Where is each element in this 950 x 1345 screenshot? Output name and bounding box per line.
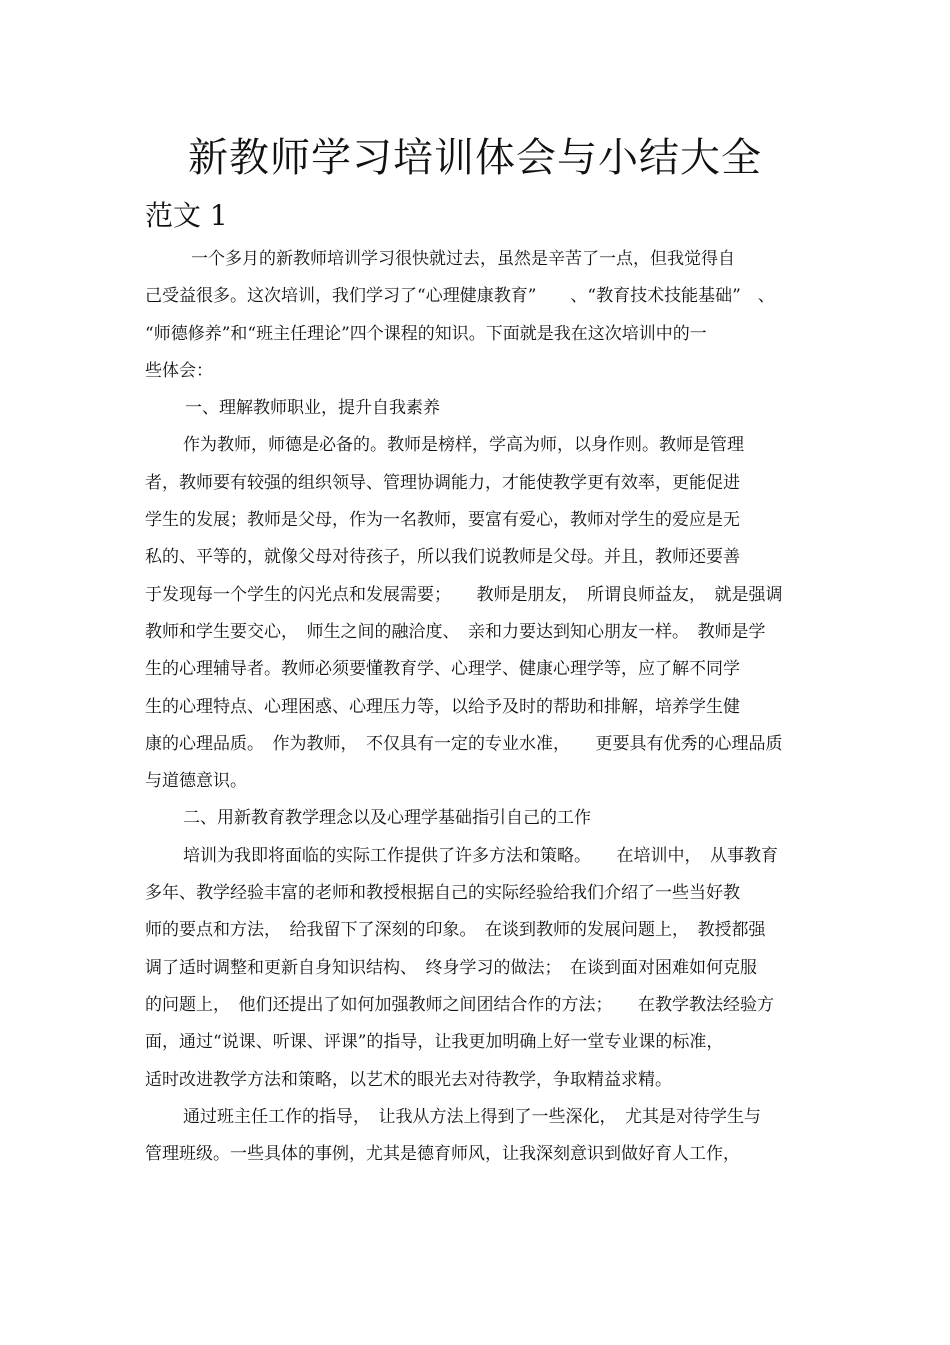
paragraph-line: 管理班级。一些具体的事例，尤其是德育师风，让我深刻意识到做好育人工作， (145, 1144, 740, 1165)
paragraph-line: 一个多月的新教师培训学习很快就过去，虽然是辛苦了一点，但我觉得自 (191, 249, 735, 269)
section-heading-2: 二、用新教育教学理念以及心理学基础指引自己的工作 (183, 808, 591, 829)
section-subtitle: 范文 1 (145, 199, 228, 232)
paragraph-line: 适时改进教学方法和策略，以艺术的眼光去对待教学，争取精益求精。 (145, 1069, 672, 1090)
paragraph-line: 教师和学生要交心， 师生之间的融洽度、 亲和力要达到知心朋友一样。 教师是学 (145, 621, 766, 642)
paragraph-line: 私的、平等的，就像父母对待孩子，所以我们说教师是父母。并且，教师还要善 (145, 547, 740, 568)
paragraph-line: 己受益很多。这次培训，我们学习了“心理健康教育” 、“教育技术技能基础” 、 (145, 286, 775, 307)
paragraph-line: 面，通过“说课、听课、评课”的指导，让我更加明确上好一堂专业课的标准， (145, 1032, 724, 1053)
paragraph-line: 的问题上， 他们还提出了如何加强教师之间团结合作的方法； 在教学教法经验方 (145, 994, 774, 1015)
paragraph-line: 些体会： (145, 360, 213, 381)
document-body (145, 241, 810, 1173)
paragraph-line: 通过班主任工作的指导， 让我从方法上得到了一些深化， 尤其是对待学生与 (183, 1106, 761, 1127)
paragraph-line: 生的心理辅导者。教师必须要懂教育学、心理学、健康心理学等，应了解不同学 (145, 659, 740, 680)
paragraph-line: “师德修养”和“班主任理论”四个课程的知识。下面就是我在这次培训中的一 (145, 323, 707, 344)
document-title: 新教师学习培训体会与小结大全 (188, 135, 762, 181)
paragraph-line: 于发现每一个学生的闪光点和发展需要； 教师是朋友， 所谓良师益友， 就是强调 (145, 584, 783, 605)
paragraph-line: 者，教师要有较强的组织领导、管理协调能力，才能使教学更有效率，更能促进 (145, 472, 740, 493)
paragraph-line: 多年、教学经验丰富的老师和教授根据自己的实际经验给我们介绍了一些当好教 (145, 883, 740, 904)
paragraph-line: 生的心理特点、心理困惑、心理压力等，以给予及时的帮助和排解，培养学生健 (145, 696, 740, 717)
paragraph-line: 学生的发展；教师是父母，作为一名教师，要富有爱心，教师对学生的爱应是无 (145, 510, 740, 531)
paragraph-line: 师的要点和方法， 给我留下了深刻的印象。 在谈到教师的发展问题上， 教授都强 (145, 920, 766, 941)
paragraph-line: 作为教师，师德是必备的。教师是榜样，学高为师，以身作则。教师是管理 (183, 435, 744, 456)
paragraph-line: 康的心理品质。 作为教师， 不仅具有一定的专业水准， 更要具有优秀的心理品质 (145, 733, 783, 754)
paragraph-line: 与道德意识。 (145, 771, 247, 792)
paragraph-line: 调了适时调整和更新自身知识结构、 终身学习的做法； 在谈到面对困难如何克服 (145, 957, 757, 978)
section-heading-1: 一、理解教师职业，提升自我素养 (185, 398, 440, 419)
paragraph-line: 培训为我即将面临的实际工作提供了许多方法和策略。 在培训中， 从事教育 (183, 845, 778, 866)
